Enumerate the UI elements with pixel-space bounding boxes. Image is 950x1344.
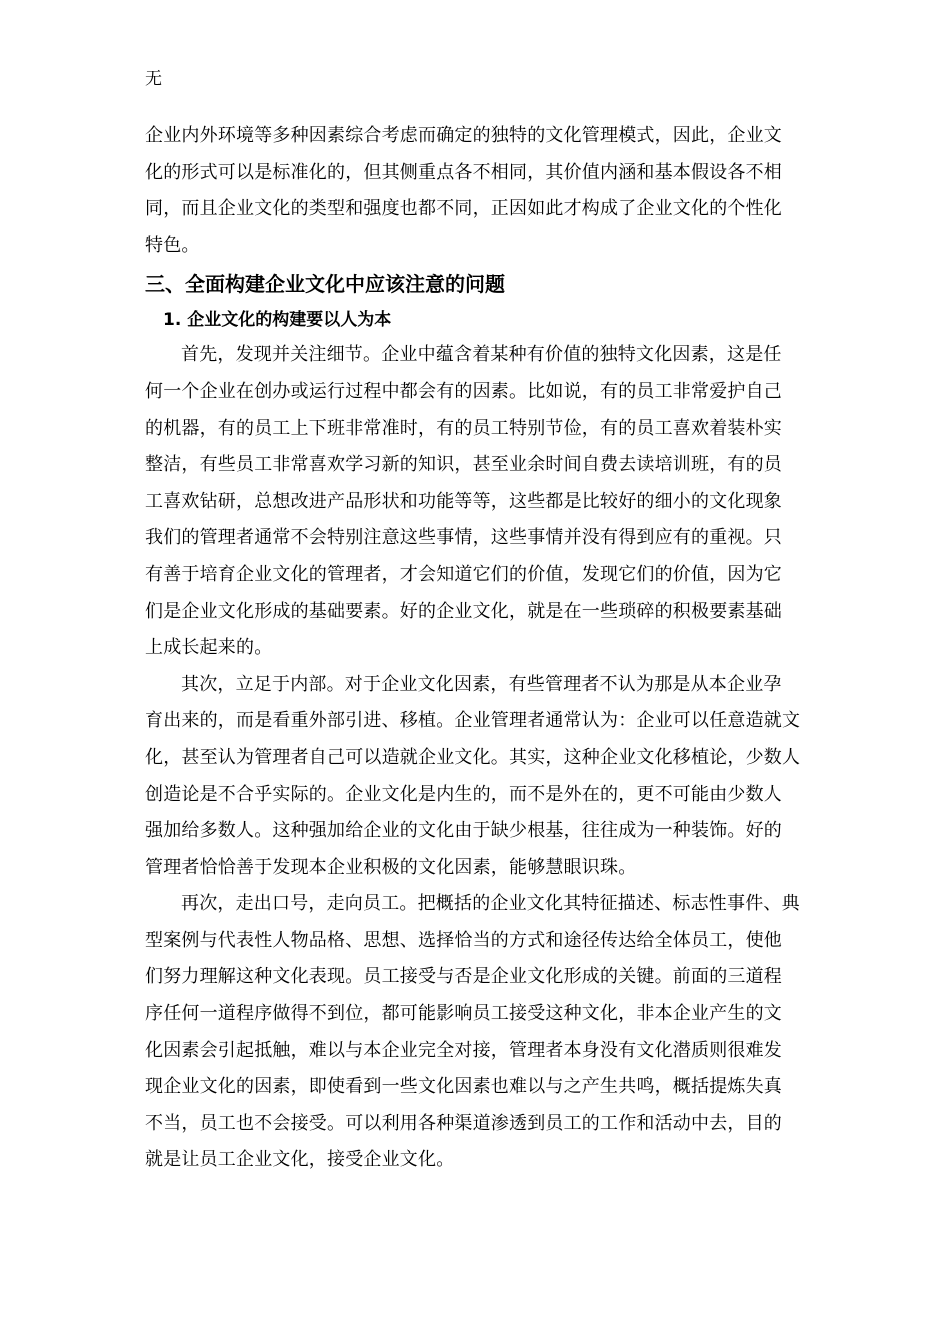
text-line: 首先，发现并关注细节。企业中蕴含着某种有价值的独特文化因素，这是任	[181, 344, 782, 366]
text-line: 上成长起来的。	[145, 637, 273, 659]
text-line: 创造论是不合乎实际的。企业文化是内生的，而不是外在的，更不可能由少数人	[145, 783, 782, 805]
text-line: 现企业文化的因素，即使看到一些文化因素也难以与之产生共鸣，概括提炼失真	[145, 1076, 782, 1098]
text-line: 有善于培育企业文化的管理者，才会知道它们的价值，发现它们的价值，因为它	[145, 563, 782, 585]
text-line: 何一个企业在创办或运行过程中都会有的因素。比如说，有的员工非常爱护自己	[145, 380, 782, 402]
paragraph-second	[145, 667, 809, 887]
text-line: 强加给多数人。这种强加给企业的文化由于缺少根基，往往成为一种装饰。好的	[145, 820, 782, 842]
paragraph-first	[145, 337, 809, 666]
text-line: 管理者恰恰善于发现本企业积极的文化因素，能够慧眼识珠。	[145, 856, 637, 878]
text-line: 企业内外环境等多种因素综合考虑而确定的独特的文化管理模式，因此，企业文	[145, 125, 782, 146]
text-line: 工喜欢钻研，总想改进产品形状和功能等等，这些都是比较好的细小的文化现象	[145, 490, 782, 512]
text-line: 们努力理解这种文化表现。员工接受与否是企业文化形成的关键。前面的三道程	[145, 966, 782, 988]
text-line: 不当，员工也不会接受。可以利用各种渠道渗透到员工的工作和活动中去，目的	[145, 1112, 782, 1134]
text-line: 再次，走出口号，走向员工。把概括的企业文化其特征描述、标志性事件、典	[181, 893, 800, 915]
text-line: 整洁，有些员工非常喜欢学习新的知识，甚至业余时间自费去读培训班，有的员	[145, 454, 782, 476]
subsection-heading: 1. 企业文化的构建要以人为本	[163, 310, 392, 331]
page-header: 无	[145, 69, 162, 89]
text-line: 就是让员工企业文化，接受企业文化。	[145, 1149, 455, 1171]
text-line: 序任何一道程序做得不到位，都可能影响员工接受这种文化，非本企业产生的文	[145, 1003, 782, 1025]
text-line: 特色。	[145, 234, 200, 256]
paragraph-third	[145, 886, 809, 1179]
paragraph-intro	[145, 118, 809, 264]
section-heading: 三、全面构建企业文化中应该注意的问题	[145, 272, 505, 297]
text-line: 化的形式可以是标准化的，但其侧重点各不相同，其价值内涵和基本假设各不相	[145, 161, 782, 183]
text-line: 化因素会引起抵触，难以与本企业完全对接，管理者本身没有文化潜质则很难发	[145, 1039, 782, 1061]
text-line: 其次，立足于内部。对于企业文化因素，有些管理者不认为那是从本企业孕	[181, 673, 782, 695]
text-line: 型案例与代表性人物品格、思想、选择恰当的方式和途径传达给全体员工，使他	[145, 929, 782, 951]
document-body	[145, 118, 809, 1179]
text-line: 我们的管理者通常不会特别注意这些事情，这些事情并没有得到应有的重视。只	[145, 527, 782, 549]
text-line: 同，而且企业文化的类型和强度也都不同，正因如此才构成了企业文化的个性化	[145, 198, 782, 220]
text-line: 的机器，有的员工上下班非常准时，有的员工特别节俭，有的员工喜欢着装朴实	[145, 417, 782, 439]
text-line: 育出来的，而是看重外部引进、移植。企业管理者通常认为：企业可以任意造就文	[145, 710, 801, 732]
text-line: 们是企业文化形成的基础要素。好的企业文化，就是在一些琐碎的积极要素基础	[145, 600, 782, 622]
text-line: 化，甚至认为管理者自己可以造就企业文化。其实，这种企业文化移植论，少数人	[145, 746, 801, 768]
